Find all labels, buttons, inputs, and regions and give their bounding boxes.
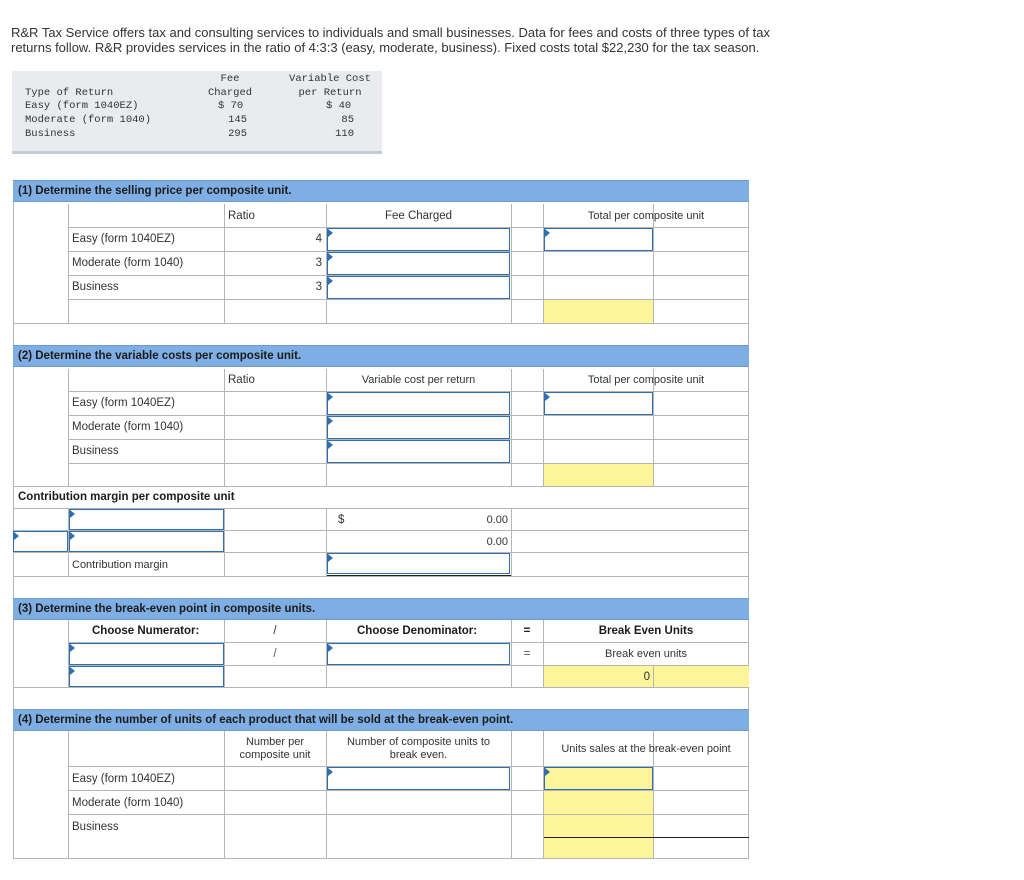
s2-var-input-moderate[interactable] bbox=[327, 416, 510, 439]
s3-numerator-label: Choose Numerator: bbox=[92, 625, 200, 637]
problem-line-1: R&R Tax Service offers tax and consulting services to individuals and small businesses. Data for fees and costs of three types of tax bbox=[11, 25, 770, 40]
var-header-2: per Return bbox=[298, 87, 362, 99]
s4-row-label-easy: Easy (form 1040EZ) bbox=[72, 773, 175, 785]
given-row-var: $ 40 bbox=[326, 100, 352, 112]
problem-line-2: returns follow. R&R provides services in the ratio of 4:3:3 (easy, moderate, business). Fixed costs total $22,230 for the tax season. bbox=[11, 40, 760, 55]
given-row-var: 110 bbox=[335, 128, 354, 140]
s1-ratio-moderate: 3 bbox=[315, 257, 322, 269]
s4-composite-header-line2: break even. bbox=[389, 749, 448, 761]
given-row-fee: $ 70 bbox=[218, 100, 244, 112]
given-row-fee: 295 bbox=[228, 128, 247, 140]
given-row-var: 85 bbox=[341, 114, 354, 126]
s2-var-input-easy[interactable] bbox=[327, 392, 510, 415]
s1-row-label-business: Business bbox=[72, 281, 119, 293]
s3-be-units-label: Break even units bbox=[605, 648, 687, 660]
s2-total-input[interactable] bbox=[544, 392, 653, 415]
cm-input-1[interactable] bbox=[69, 509, 224, 530]
s4-units-cell-business bbox=[544, 815, 653, 837]
s2-total-header: Total per composite unit bbox=[587, 374, 705, 386]
cm-result-input[interactable] bbox=[327, 553, 510, 574]
fee-header-2: Charged bbox=[207, 87, 253, 99]
var-header-1: Variable Cost bbox=[289, 73, 371, 85]
s3-divide-sign: / bbox=[273, 648, 277, 660]
given-row-fee: 145 bbox=[228, 114, 247, 126]
s3-be-units-header: Break Even Units bbox=[598, 625, 694, 637]
section-3-header: (3) Determine the break-even point in composite units. bbox=[13, 598, 749, 620]
section-4-header: (4) Determine the number of units of each product that will be sold at the break-even point. bbox=[13, 709, 749, 731]
cm-value-1: 0.00 bbox=[486, 514, 508, 526]
s2-total-result-cell bbox=[544, 464, 653, 486]
s3-equals-header: = bbox=[523, 625, 531, 637]
s1-fee-input-business[interactable] bbox=[327, 276, 510, 299]
s1-fee-header: Fee Charged bbox=[384, 210, 453, 222]
type-header: Type of Return bbox=[25, 87, 114, 99]
s4-number-header bbox=[224, 736, 326, 762]
s4-units-header: Units sales at the break-even point bbox=[561, 743, 731, 755]
s2-row-label-moderate: Moderate (form 1040) bbox=[72, 421, 184, 433]
s3-numerator-input-2[interactable] bbox=[69, 666, 224, 687]
given-data-table bbox=[12, 71, 382, 154]
s3-divide-header: / bbox=[273, 625, 277, 637]
s1-ratio-business: 3 bbox=[315, 281, 322, 293]
s4-composite-input[interactable] bbox=[327, 767, 510, 790]
cm-input-2[interactable] bbox=[69, 531, 224, 552]
s1-ratio-easy: 4 bbox=[315, 233, 322, 245]
s4-row-label-moderate: Moderate (form 1040) bbox=[72, 797, 184, 809]
s1-total-header: Total per composite unit bbox=[587, 210, 705, 222]
given-row-type: Moderate (form 1040) bbox=[25, 114, 152, 126]
s3-denominator-input[interactable] bbox=[327, 643, 510, 665]
section-2-header: (2) Determine the variable costs per composite unit. bbox=[13, 345, 749, 367]
s4-number-header-line1: Number per bbox=[245, 736, 305, 748]
s3-equals-sign: = bbox=[523, 648, 531, 660]
s4-number-header-line2: composite unit bbox=[239, 749, 311, 761]
s1-total-result-cell bbox=[544, 300, 653, 323]
given-row-type: Business bbox=[25, 128, 76, 140]
s4-units-cell-moderate bbox=[544, 791, 653, 814]
s2-var-header: Variable cost per return bbox=[361, 374, 476, 386]
fee-header-1: Fee bbox=[220, 73, 240, 85]
s2-ratio-header: Ratio bbox=[228, 374, 255, 386]
section-1-header: (1) Determine the selling price per composite unit. bbox=[13, 180, 749, 202]
s4-row-label-business: Business bbox=[72, 821, 119, 833]
cm-operator-select[interactable] bbox=[13, 531, 68, 552]
s2-row-label-business: Business bbox=[72, 445, 119, 457]
s2-var-input-business[interactable] bbox=[327, 440, 510, 463]
s1-ratio-header: Ratio bbox=[228, 210, 255, 222]
s4-composite-header bbox=[326, 736, 511, 762]
s4-units-input-easy[interactable] bbox=[544, 767, 653, 790]
cm-label: Contribution margin bbox=[72, 559, 168, 571]
s3-numerator-input-1[interactable] bbox=[69, 643, 224, 665]
s4-units-total-cell bbox=[544, 838, 653, 858]
s1-row-label-moderate: Moderate (form 1040) bbox=[72, 257, 184, 269]
s3-denominator-label: Choose Denominator: bbox=[357, 625, 478, 637]
s1-fee-input-easy[interactable] bbox=[327, 228, 510, 251]
given-row-type: Easy (form 1040EZ) bbox=[25, 100, 139, 112]
cm-value-2: 0.00 bbox=[486, 536, 508, 548]
cm-result-underline bbox=[327, 575, 511, 576]
cm-title: Contribution margin per composite unit bbox=[18, 491, 235, 503]
cm-dollar-sign: $ bbox=[338, 514, 345, 526]
s1-fee-input-moderate[interactable] bbox=[327, 252, 510, 275]
problem-statement bbox=[11, 25, 891, 55]
s3-result-value: 0 bbox=[643, 671, 650, 683]
s1-row-label-easy: Easy (form 1040EZ) bbox=[72, 233, 175, 245]
s4-composite-header-line1: Number of composite units to bbox=[346, 736, 491, 748]
s1-total-input[interactable] bbox=[544, 228, 653, 251]
s2-row-label-easy: Easy (form 1040EZ) bbox=[72, 397, 175, 409]
